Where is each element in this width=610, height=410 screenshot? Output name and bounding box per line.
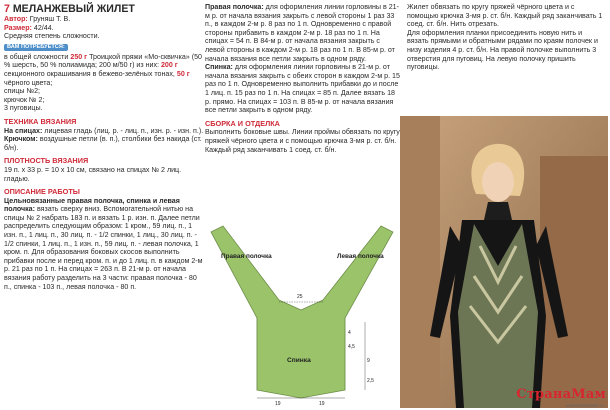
size-label: Размер: xyxy=(4,23,32,32)
needed-part-3: секционного окрашивания в бежево-зелёных тонах, xyxy=(4,69,175,78)
needles-item: спицы №2; xyxy=(4,87,41,96)
right-front-paragraph xyxy=(205,3,400,63)
column-middle xyxy=(205,0,400,154)
column-right xyxy=(407,0,605,72)
needed-amount-2: 200 г xyxy=(160,61,178,70)
needed-part-2: Троицкой пряжи «Мо-сквичка» (50 % шерсть, 50 % полиамида; 200 м/50 г) из них: xyxy=(4,52,202,70)
back-label: Спинка: xyxy=(205,63,233,72)
title-number: 7 xyxy=(4,3,10,15)
size-value: 42/44. xyxy=(33,23,54,32)
schema-label-right: Правая полочка xyxy=(221,253,272,260)
needed-amount-3: 50 г xyxy=(176,69,190,78)
back-text: для оформления линии горловины в 21-м р. от начала вязания закрыть с обеих сторон в каждом 2-м р. 15 раз по 1 п. Одновременно выполнить прибавки до и после 1 лиц. п. 15 раз по 1 п. На спицах = 85 п. Далее вязать 18 р. прямо. На спицах = 103 п. В 85-м р. от начала вязания все петли закрыть в одном ряду. xyxy=(205,63,400,115)
title-word-1: МЕЛАНЖЕВЫЙ xyxy=(12,3,94,15)
technique-needles-label: На спицах: xyxy=(4,126,43,135)
dim-side-2: 4,5 xyxy=(348,344,355,350)
needed-tag: ВАМ ПОТРЕБУЕТСЯ: xyxy=(4,44,68,51)
column-left xyxy=(4,0,204,291)
technique-hook xyxy=(4,135,204,152)
needed-text xyxy=(4,53,204,87)
schema-label-left: Левая полочка xyxy=(337,253,384,260)
description-body: вязать сверху вниз. Вспомогательной нитью на спицы № 2 набрать 183 п. и вязать 1 р. изн. п. Далее петли распределить следующим образом: 1 кром., 59 лиц. п., 1 изн. п., 1 лиц. п., 30 лиц. п. - 1/2 спинки, 1 лиц., 30 лиц. п. - 1/2 спинки, 1 лиц. п., 1 изн. п., 59 лиц. п. - левая полочка, 1 кром. п. Для образования боковых скосов выполнить прибавки после и перед кром. п. и до 1 лиц. п. в каждом 2-м р. 21 раз по 1 п. На спицах = 263 п. В 21-м р. от начала вязания работу разделить на 3 части: правая полочка - 80 п., спинка - 103 п., левая полочка - 80 п. xyxy=(4,205,203,291)
buttons-item: 3 пуговицы. xyxy=(4,104,43,113)
author-value: Груняш Т. В. xyxy=(29,15,71,23)
author-line xyxy=(4,15,204,24)
dim-h-2: 2,5 xyxy=(367,378,374,384)
watermark-logo xyxy=(516,387,606,402)
difficulty: Средняя степень сложности. xyxy=(4,32,100,41)
watermark-brand-1: Страна xyxy=(516,387,572,402)
right-front-text: для оформления линии горловины в 21-м р. от начала вязания закрыть с левой стороны 1 раз 33 п., в каждом 2-м р. 8 раз по 1 п. Одновременно с правой стороны прибавить в каждом 2-м р. 18 раз по 1 п. На спицах = 54 п. В 84-м р. от начала вязания закрыть с левой стороны в каждом 2-м р. 18 раз по 1 п. В 85-м р. от начала вязания все петли закрыть в одном ряду. xyxy=(205,3,399,63)
density-text: 19 п. х 33 р. = 10 х 10 см, связано на спицах № 2 лиц. гладью. xyxy=(4,165,182,183)
dim-h-1: 9 xyxy=(367,358,370,364)
size-line xyxy=(4,24,204,33)
title-word-2: ЖИЛЕТ xyxy=(96,3,135,15)
needed-part-4: чёрного цвета; xyxy=(4,78,53,87)
needed-part-1: в общей сложности xyxy=(4,52,69,61)
schema-label-back: Спинка xyxy=(287,357,311,364)
back-paragraph xyxy=(205,63,400,115)
schema-shape xyxy=(211,226,393,398)
right-front-label: Правая полочка: xyxy=(205,3,264,11)
description-bold: Цельновязанные правая полочка, спинка и левая полочка: xyxy=(4,196,180,214)
description-text xyxy=(4,197,204,292)
author-label: Автор: xyxy=(4,15,28,23)
hook-item: крючок № 2; xyxy=(4,95,45,104)
article-title xyxy=(4,3,204,15)
dim-bottom-right: 19 xyxy=(319,401,325,407)
watermark-brand-2: Мам xyxy=(571,387,606,402)
assembly-text: Выполнить боковые швы. Линии проймы обвязать по кругу пряжей чёрного цвета и с помощью крючка 3-мя р. ст. б/н. Каждый ряд заканчивать 1 соед. ст. б/н. xyxy=(205,128,400,154)
dim-bottom-left: 19 xyxy=(275,401,281,407)
right-text-2: Для оформления планки присоединить новую нить и вязать прямыми и обратными рядами по краям полочек и низу изделия 4 р. ст. б/н. На правой полочке выполнить 3 отверстия для пуговиц. На левую полочку пришить пуговицы. xyxy=(407,28,598,72)
model-photo xyxy=(400,116,608,408)
needed-amount-1: 250 г xyxy=(70,52,88,61)
face-shape xyxy=(482,162,514,202)
technique-hook-text: воздушные петли (в. п.), столбики без накида (ст. б/н). xyxy=(4,135,202,152)
pattern-schema xyxy=(205,222,397,408)
dim-side-1: 4 xyxy=(348,330,351,336)
density-heading: ПЛОТНОСТЬ ВЯЗАНИЯ xyxy=(4,156,89,166)
neck-collar xyxy=(484,202,512,220)
dim-top: 25 xyxy=(297,294,303,300)
assembly-heading: СБОРКА И ОТДЕЛКА xyxy=(205,118,280,128)
right-text-1: Жилет обвязать по кругу пряжей чёрного цвета и с помощью крючка 3-мя р. ст. б/н. Каждый ряд заканчивать 1 соед. ст. б/н. Нить отрезать. xyxy=(407,3,603,29)
technique-heading: ТЕХНИКА ВЯЗАНИЯ xyxy=(4,116,77,126)
technique-needles xyxy=(4,127,204,136)
technique-needles-text: лицевая гладь (лиц. р. - лиц. п., изн. р. - изн. п.). xyxy=(44,126,204,135)
description-heading: ОПИСАНИЕ РАБОТЫ xyxy=(4,187,80,197)
watermark-site: www.stranamam.ru xyxy=(565,403,604,408)
technique-hook-label: Крючком: xyxy=(4,135,38,144)
